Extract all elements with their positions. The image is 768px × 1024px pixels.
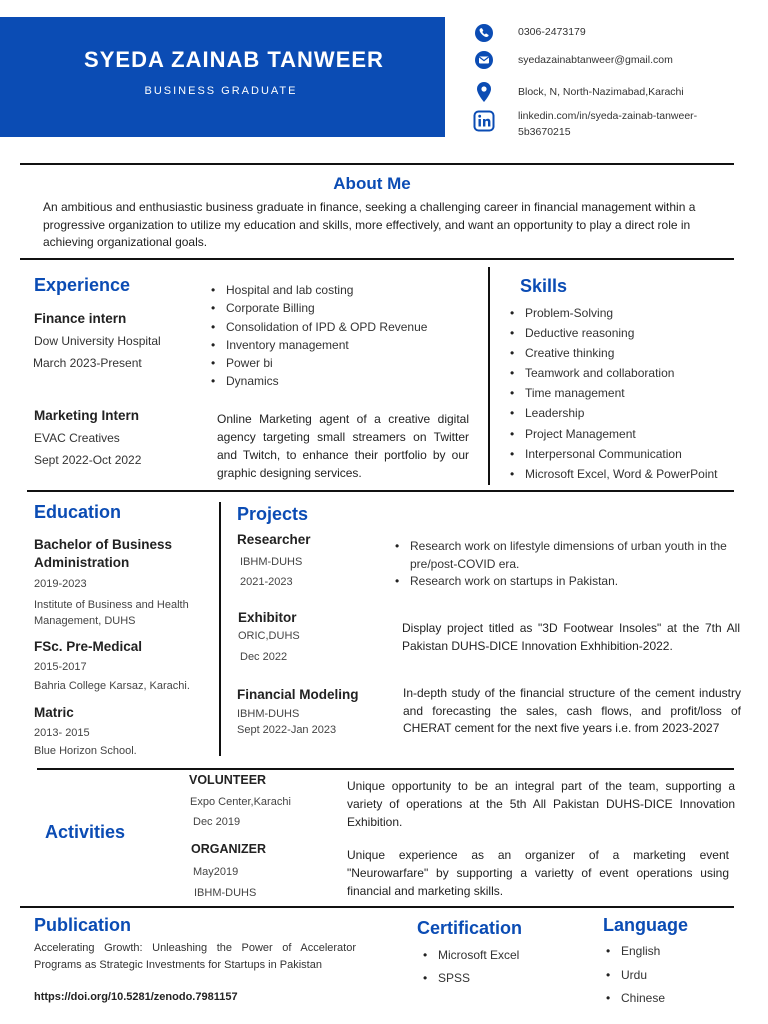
linkedin-line-2: 5b3670215 xyxy=(518,126,571,138)
project-description: In-depth study of the financial structure of the cement industry and forecasting the sales, cash flows, and profit/loss of CHERAT cement for the next five years i.e. from 2023-2027 xyxy=(403,686,741,735)
project-bullets xyxy=(395,538,740,591)
activity-role: VOLUNTEER xyxy=(189,773,267,787)
publication-heading: Publication xyxy=(34,915,132,935)
project-dates: 2021-2023 xyxy=(240,576,293,588)
contact-address: Block, N, North-Nazimabad,Karachi xyxy=(518,86,684,98)
experience-bullets xyxy=(211,281,427,391)
header-banner xyxy=(0,17,445,137)
skill-item: • Creative thinking xyxy=(510,343,718,363)
experience-org: EVAC Creatives xyxy=(34,431,120,445)
education-school: Blue Horizon School. xyxy=(34,745,137,757)
project-org: ORIC,DUHS xyxy=(238,630,300,642)
education-years: 2013- 2015 xyxy=(34,727,90,739)
education-school: Institute of Business and Health Management, DUHS xyxy=(34,599,189,627)
candidate-name: SYEDA ZAINAB TANWEER xyxy=(84,47,384,72)
project-description: Display project titled as "3D Footwear Insoles" at the 7th All Pakistan DUHS-DICE Innovation Exhhibition-2022. xyxy=(402,621,740,653)
list-item: • Research work on lifestyle dimensions of urban youth in the pre/post-COVID era. xyxy=(395,538,740,573)
skill-item: • Time management xyxy=(510,383,718,403)
project-dates: Sept 2022-Jan 2023 xyxy=(237,724,337,736)
publication-doi-link[interactable]: https://doi.org/10.5281/zenodo.7981157 xyxy=(34,991,238,1003)
project-role: Financial Modeling xyxy=(237,687,359,702)
activities-heading: Activities xyxy=(45,822,126,842)
education-years: 2019-2023 xyxy=(34,578,87,590)
linkedin-line-1: linkedin.com/in/syeda-zainab-tanweer- xyxy=(518,110,698,122)
experience-dates: March 2023-Present xyxy=(33,356,142,370)
list-item: • Consolidation of IPD & OPD Revenue xyxy=(211,318,427,336)
list-item: • Dynamics xyxy=(211,372,427,390)
divider xyxy=(20,163,734,165)
experience-heading: Experience xyxy=(34,275,131,295)
certification-heading: Certification xyxy=(417,918,523,938)
education-degree: FSc. Pre-Medical xyxy=(34,639,143,654)
list-item: • Corporate Billing xyxy=(211,299,427,317)
language-item: • Urdu xyxy=(606,964,665,988)
divider xyxy=(27,490,734,492)
divider xyxy=(20,258,734,260)
activity-place: Expo Center,Karachi xyxy=(190,796,291,808)
certification-list xyxy=(423,944,519,990)
skill-item: • Teamwork and collaboration xyxy=(510,363,718,383)
experience-org: Dow University Hospital xyxy=(34,334,161,348)
language-list xyxy=(606,940,665,1011)
skill-item: • Interpersonal Communication xyxy=(510,444,718,464)
skills-list xyxy=(510,303,718,484)
skill-item: • Microsoft Excel, Word & PowerPoint xyxy=(510,464,718,484)
certification-item: • SPSS xyxy=(423,967,519,990)
project-role: Researcher xyxy=(237,532,311,547)
language-heading: Language xyxy=(603,915,689,935)
education-years: 2015-2017 xyxy=(34,661,87,673)
skill-item: • Problem-Solving xyxy=(510,303,718,323)
education-school: Bahria College Karsaz, Karachi. xyxy=(34,680,190,692)
list-item: • Research work on startups in Pakistan. xyxy=(395,573,740,591)
list-item: • Hospital and lab costing xyxy=(211,281,427,299)
language-item: • English xyxy=(606,940,665,964)
skills-heading: Skills xyxy=(520,276,568,296)
education-degree: Matric xyxy=(34,705,74,720)
vertical-divider xyxy=(219,502,221,756)
location-icon xyxy=(474,81,494,103)
skill-item: • Deductive reasoning xyxy=(510,323,718,343)
skill-item: • Leadership xyxy=(510,403,718,423)
activity-date: May2019 xyxy=(193,866,239,878)
experience-dates: Sept 2022-Oct 2022 xyxy=(34,453,142,467)
vertical-divider xyxy=(488,267,490,485)
linkedin-icon xyxy=(473,110,495,132)
activity-description: Unique experience as an organizer of a marketing event "Neurowarfare" by supporting a varietty of event operations using financial and marketing skills. xyxy=(347,848,729,898)
skill-item: • Project Management xyxy=(510,424,718,444)
about-text: An ambitious and enthusiastic business graduate in finance, seeking a challenging career in financial management within a progressive organization to utilize my education and skills, more effectively, and want an opportunity to play a direct role in achieving organizational goals. xyxy=(43,200,696,249)
certification-item: • Microsoft Excel xyxy=(423,944,519,967)
list-item: • Power bi xyxy=(211,354,427,372)
education-heading: Education xyxy=(34,502,122,522)
project-org: IBHM-DUHS xyxy=(240,556,303,568)
divider xyxy=(20,906,734,908)
language-item: • Chinese xyxy=(606,987,665,1011)
projects-heading: Projects xyxy=(237,504,309,524)
publication-title: Accelerating Growth: Unleashing the Power of Accelerator Programs as Strategic Investments for Startups in Pakistan xyxy=(34,942,356,971)
list-item: • Inventory management xyxy=(211,336,427,354)
activity-description: Unique opportunity to be an integral part of the team, supporting a variety of operations at the 5th All Pakistan DUHS-DICE Innovation Exhibition. xyxy=(347,779,735,829)
candidate-title: BUSINESS GRADUATE xyxy=(144,85,298,97)
education-degree: Bachelor of Business Administration xyxy=(34,537,173,570)
project-org: IBHM-DUHS xyxy=(237,708,300,720)
activity-place: IBHM-DUHS xyxy=(194,887,257,899)
contact-email[interactable]: syedazainabtanweer@gmail.com xyxy=(518,54,673,66)
project-role: Exhibitor xyxy=(238,610,297,625)
project-dates: Dec 2022 xyxy=(240,651,288,663)
phone-icon xyxy=(474,23,494,43)
email-icon xyxy=(474,50,494,70)
experience-description: Online Marketing agent of a creative digital agency targeting small streamers on Twitter and Twitch, to enhance their portfolio by our graphic designing services. xyxy=(217,412,469,480)
contact-linkedin[interactable] xyxy=(518,108,697,140)
experience-title: Finance intern xyxy=(34,311,127,326)
about-heading: About Me xyxy=(333,174,411,193)
experience-title: Marketing Intern xyxy=(34,408,140,423)
divider xyxy=(37,768,734,770)
contact-phone[interactable]: 0306-2473179 xyxy=(518,26,586,38)
activity-date: Dec 2019 xyxy=(193,816,241,828)
activity-role: ORGANIZER xyxy=(191,842,266,856)
